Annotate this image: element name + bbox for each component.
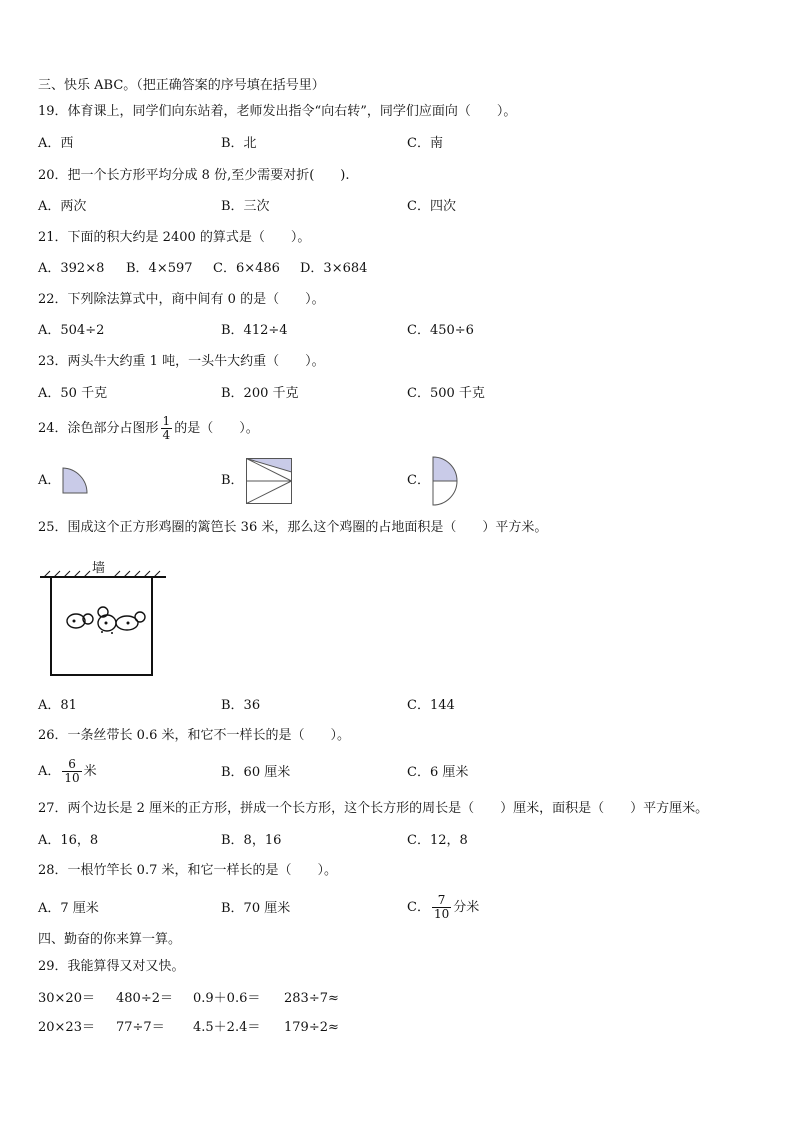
q26-option-a-label: A． [38,764,61,779]
question-26: 26．一条丝带长 0.6 米，和它不一样长的是（ ）。 [38,728,350,743]
fraction-denominator: 4 [162,428,171,442]
wall-label: 墙 [92,560,106,575]
q28-option-c [407,891,479,925]
q20-option-a: A．两次 [38,199,87,214]
calc-item: 480÷2＝ [116,991,173,1006]
question-29: 29．我能算得又对又快。 [38,959,185,974]
q28-option-c-label: C． [407,900,430,915]
fraction-numerator: 6 [68,757,76,771]
question-22: 22．下列除法算式中，商中间有 0 的是（ ）。 [38,292,325,307]
q27-option-c: C．12，8 [407,833,468,848]
fraction-denominator: 10 [64,771,80,785]
question-20: 20．把一个长方形平均分成 8 份,至少需要对折( ). [38,168,350,183]
q22-option-b: B．412÷4 [221,323,288,338]
q21-option-d: D．3×684 [300,261,368,276]
q28-option-b: B．70 厘米 [221,901,291,916]
fraction-six-tenths [62,758,81,785]
section-4-heading: 四、勤奋的你来算一算。 [38,932,182,947]
section-3-heading: 三、快乐 ABC。（把正确答案的序号填在括号里） [38,78,325,93]
q26-option-b: B．60 厘米 [221,765,291,780]
quarter-circle-figure [62,467,88,494]
question-21: 21．下面的积大约是 2400 的算式是（ ）。 [38,230,311,245]
q22-option-a: A．504÷2 [38,323,105,338]
q24-option-a: A． [38,473,61,488]
q25-option-b: B．36 [221,698,261,713]
divided-square-figure [246,458,292,504]
fraction-seven-tenths [432,894,451,921]
q21-option-c: C．6×486 [213,261,280,276]
question-27: 27．两个边长是 2 厘米的正方形，拼成一个长方形，这个长方形的周长是（ ）厘米，面积是（ ）平方厘米。 [38,801,709,816]
q26-option-c: C．6 厘米 [407,765,469,780]
q26-option-a [38,755,97,789]
calc-item: 77÷7＝ [116,1020,165,1035]
question-24-text: 24．涂色部分占图形 [38,421,159,436]
question-19: 19．体育课上，同学们向东站着，老师发出指令“向右转”，同学们应面向（ ）。 [38,104,517,119]
q23-option-b: B．200 千克 [221,386,299,401]
fraction-numerator: 7 [437,893,446,907]
q25-option-a: A．81 [38,698,77,713]
q28-option-a: A．7 厘米 [38,901,99,916]
q24-option-c: C． [407,473,430,488]
q26-option-a-unit: 米 [83,764,97,779]
half-circle-figure [432,456,460,506]
question-24 [38,412,259,446]
calc-item: 20×23＝ [38,1020,95,1035]
q23-option-c: C．500 千克 [407,386,485,401]
fraction-denominator: 10 [433,907,450,921]
calc-item: 30×20＝ [38,991,95,1006]
q22-option-c: C．450÷6 [407,323,474,338]
q20-option-c: C．四次 [407,199,456,214]
question-28: 28．一根竹竿长 0.7 米，和它一样长的是（ ）。 [38,863,337,878]
fraction-numerator: 1 [162,414,171,428]
chicken-coop-figure [40,557,170,679]
q19-option-c: C．南 [407,136,443,151]
calc-item: 0.9＋0.6＝ [193,991,261,1006]
question-23: 23．两头牛大约重 1 吨，一头牛大约重（ ）。 [38,354,325,369]
question-25: 25．围成这个正方形鸡圈的篱笆长 36 米，那么这个鸡圈的占地面积是（ ）平方米。 [38,520,548,535]
q21-option-a: A．392×8 [38,261,105,276]
q28-option-c-unit: 分米 [453,900,480,915]
q23-option-a: A．50 千克 [38,386,108,401]
fraction-one-quarter [161,415,173,442]
q19-option-b: B．北 [221,136,257,151]
q19-option-a: A．西 [38,136,74,151]
q27-option-a: A．16，8 [38,833,99,848]
calc-item: 4.5＋2.4＝ [193,1020,261,1035]
q21-option-b: B．4×597 [126,261,193,276]
calc-item: 283÷7≈ [284,991,339,1006]
q20-option-b: B．三次 [221,199,270,214]
question-24-text-end: 的是（ ）。 [174,421,259,436]
q25-option-c: C．144 [407,698,455,713]
q27-option-b: B．8，16 [221,833,282,848]
q24-option-b: B． [221,473,244,488]
calc-item: 179÷2≈ [284,1020,339,1035]
